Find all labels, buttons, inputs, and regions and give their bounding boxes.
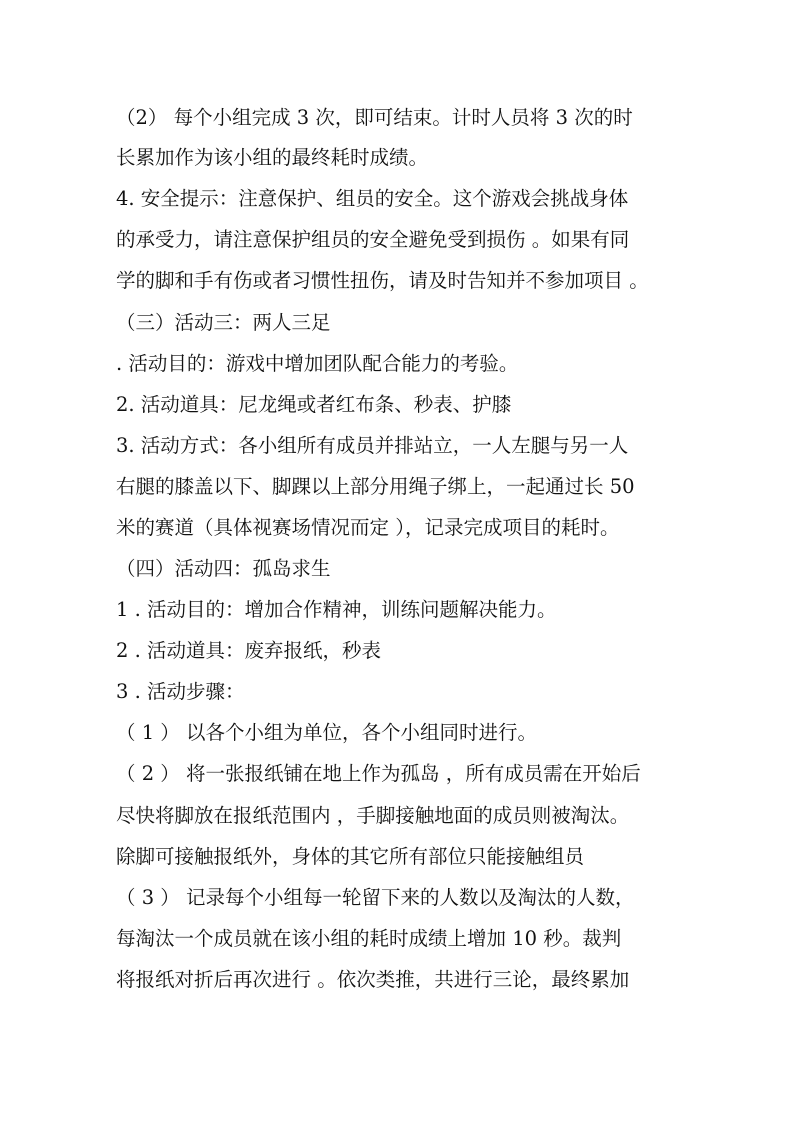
text-line-20: （ 3 ） 记录每个小组每一轮留下来的人数以及淘汰的人数，	[116, 886, 635, 909]
text-line-9: 3. 活动方式：各小组所有成员并排站立，一人左腿与另一人	[116, 434, 629, 457]
text-line-7: . 活动目的：游戏中增加团队配合能力的考验。	[116, 352, 519, 375]
text-line-17: （ 2 ） 将一张报纸铺在地上作为孤岛 ，所有成员需在开始后	[116, 762, 641, 785]
text-line-14: 2 . 活动道具：废弃报纸，秒表	[116, 639, 382, 662]
text-line-16: （ 1 ） 以各个小组为单位，各个小组同时进行。	[116, 721, 538, 744]
text-line-8: 2. 活动道具：尼龙绳或者红布条、秒表、护膝	[116, 393, 512, 416]
text-line-15: 3 . 活动步骤：	[116, 680, 245, 703]
text-line-2: 长累加作为该小组的最终耗时成绩。	[116, 146, 429, 169]
text-line-21: 每淘汰一个成员就在该小组的耗时成绩上增加 10 秒。裁判	[116, 927, 622, 950]
text-line-13: 1 . 活动目的：增加合作精神，训练问题解决能力。	[116, 598, 557, 621]
text-line-22: 将报纸对折后再次进行 。依次类推，共进行三论，最终累加	[116, 968, 630, 991]
text-line-18: 尽快将脚放在报纸范围内 ，手脚接触地面的成员则被淘汰。	[116, 804, 630, 827]
section-heading-4: （四）活动四：孤岛求生	[116, 557, 331, 580]
section-heading-3: （三）活动三：两人三足	[116, 311, 331, 334]
text-line-4: 的承受力，请注意保护组员的安全避免受到损伤 。如果有同	[116, 228, 630, 251]
text-line-11: 米的赛道（具体视赛场情况而定 ），记录完成项目的耗时。	[116, 516, 620, 539]
text-line-19: 除脚可接触报纸外，身体的其它所有部位只能接触组员	[116, 845, 585, 868]
text-line-5: 学的脚和手有伤或者习惯性扭伤，请及时告知并不参加项目 。	[116, 269, 649, 292]
text-line-1: （2） 每个小组完成 3 次，即可结束。计时人员将 3 次的时	[116, 106, 633, 129]
text-line-3: 4. 安全提示：注意保护、组员的安全。这个游戏会挑战身体	[116, 187, 629, 210]
text-line-10: 右腿的膝盖以下、脚踝以上部分用绳子绑上，一起通过长 50	[116, 475, 635, 498]
